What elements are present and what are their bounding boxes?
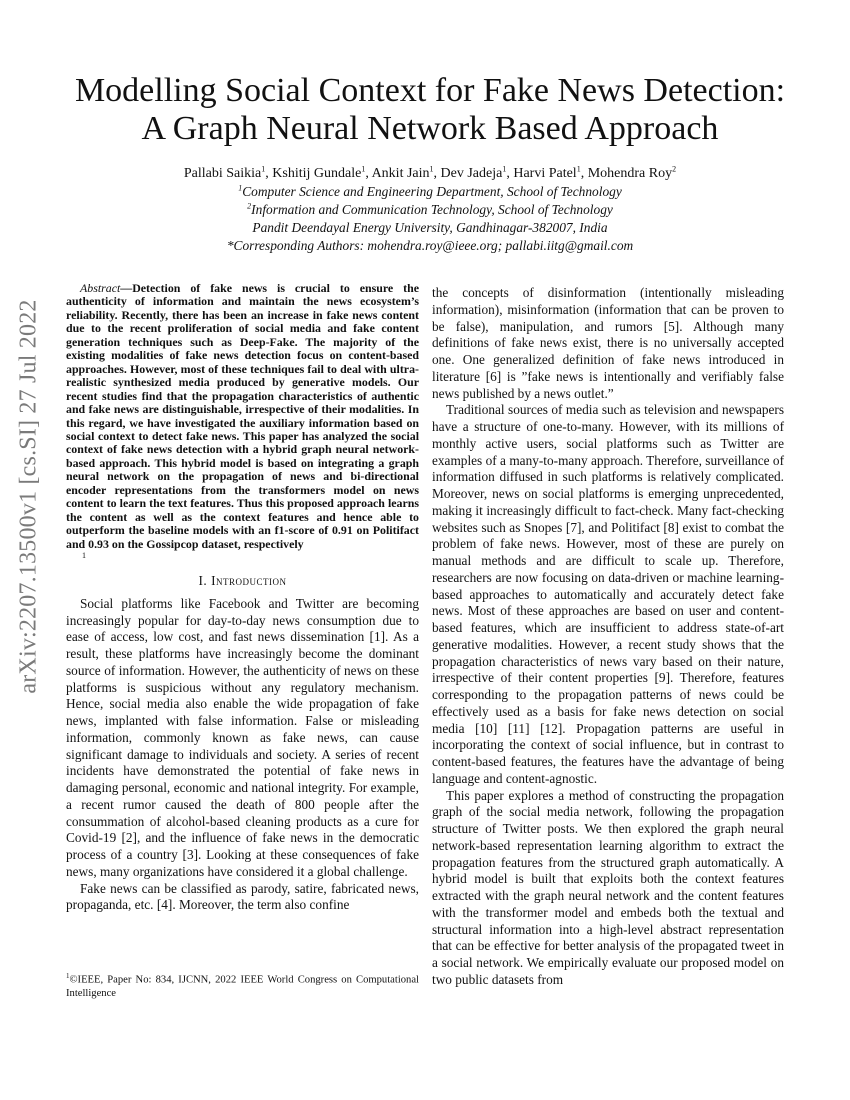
arxiv-stamp: [4, 298, 54, 694]
author: Mohendra Roy: [587, 166, 673, 181]
author-sup: 1: [361, 164, 366, 174]
paragraph: Traditional sources of media such as television and newspapers have a structure of one-to-many. However, with its millions of monthly active users, social platforms such as Twitter are examples of a many-to-many approach. Therefore, surveillance of information diffused in such platforms is relatively complicated. Moreover, news on social platforms is emerging unprecedented, making it increasingly difficult to fact-check. Many fact-checking websites such as Snopes [7], and Politifact [8] exist to combat the problem of fake news. However, most of these are purely on manual methods and are difficult to scale up. Therefore, researchers are now focusing on data-driven or machine learning-based approaches to automatically and accurately detect fake news. Most of these approaches are based on user and content-based features, which are insufficient to address state-of-art generative modalities. However, a recent study shows that the propagation characteristics of news vary based on their nature, irrespective of their content properties [9]. Therefore, features corresponding to the propagation patterns of news could be effectively used as a basis for fake news detection on social media [10] [11] [12]. Propagation patterns are useful in incorporating the context of social influence, but in contrast to content-based features, the features have the advantage of being language and content-agnostic.: [432, 402, 784, 786]
author-list: Pallabi Saikia$^1$, Kshitij Gundale$^1$, Ankit Jain$^1$, Dev Jadeja$^1$, Harvi Patel$^1$, Mohendra Roy$^2$: [183, 164, 677, 181]
author: Ankit Jain: [371, 166, 430, 181]
affiliation-sup: 1: [238, 183, 243, 193]
author-sup: 2: [672, 164, 677, 174]
affiliation-text: Computer Science and Engineering Department, School of Technology: [242, 184, 622, 199]
author: Harvi Patel: [513, 166, 577, 181]
affiliation-text: Information and Communication Technology, School of Technology: [251, 202, 613, 217]
footnote-mark: 1: [66, 972, 70, 980]
author: Pallabi Saikia: [183, 166, 262, 181]
corresponding-authors: *Corresponding Authors: mohendra.roy@ieee.org; pallabi.iitg@gmail.com: [226, 238, 634, 253]
abstract-label: Abstract: [80, 281, 121, 295]
author: Kshitij Gundale: [272, 166, 362, 181]
abstract-dash: —: [120, 281, 133, 295]
paper-title: [60, 72, 800, 148]
footnote-text: ©IEEE, Paper No: 834, IJCNN, 2022 IEEE World Congress on Computational Intelligence: [66, 974, 419, 999]
title-line-1: Modelling Social Context for Fake News Detection:: [74, 72, 786, 109]
university: Pandit Deendayal Energy University, Gandhinagar-382007, India: [252, 220, 608, 235]
abstract: [66, 282, 419, 551]
paragraph: This paper explores a method of constructing the propagation graph of the social media network, following the propagation structure of Twitter posts. We then explored the graph neural network-based representation learning algorithm to extract the propagation features from the structured graph automatically. A hybrid model is built that exploits both the context features extracted with the graph neural network and the content features with the transformer model and embeds both the textual and structural information into a high-level abstract representation that can be effective for better analysis of the propagated tweet in a social network. We empirically evaluate our proposed model on two public datasets from: [432, 787, 784, 987]
affiliation-1: [60, 183, 800, 201]
affiliation-2: [60, 201, 800, 219]
paragraph: Social platforms like Facebook and Twitter are becoming increasingly popular for day-to-day news consumption due to ease of access, low cost, and fast news dissemination [1]. As a result, these platforms have increasingly become the dominant source of information. However, the authenticity of news on these platforms is suspicious without any regulatory mechanism. Hence, social media also enable the wide propagation of fake news, implanted with false information. False or misleading information, commonly known as fake news, can cause significant damage to individuals and society. A series of recent incidents have demonstrated the potential of fake news in damaging personal, economic and national integrity. For example, a recent rumor caused the death of 800 people after the consummation of alcohol-based cleaning products as a cure for Covid-19 [2], and the influence of fake news in the democratic process of a country [3]. Looking at these consequences of fake news, many organizations have considered it a global challenge.: [66, 595, 419, 879]
left-column: [66, 282, 419, 914]
author: Dev Jadeja: [440, 166, 503, 181]
author-sup: 1: [261, 164, 266, 174]
footnote: [66, 970, 419, 1000]
section-title: Introduction: [211, 573, 287, 589]
paragraph: the concepts of disinformation (intentionally misleading information), misinformation (information that can be proven to be false), manipulation, and rumors [5]. Although many definitions of fake news exist, there is no universally accepted one. One generalized definition of fake news introduced in literature [6] is ”fake news is intentionally and verifiably false news published by a news outlet.”: [432, 285, 784, 401]
title-line-2: A Graph Neural Network Based Approach: [141, 110, 719, 147]
author-block: [60, 165, 800, 255]
affiliation-sup: 2: [247, 201, 252, 211]
abstract-footnote-mark: 1: [82, 551, 86, 561]
section-number: I.: [198, 573, 208, 589]
abstract-text: Detection of fake news is crucial to ensure the authenticity of information and maintain the news ecosystem’s reliability. Recently, there has been an increase in fake news content due to the recent proliferation of social media and fake content generation techniques such as Deep-Fake. The majority of the existing modalities of fake news detection focus on content-based approaches. However, most of these techniques fail to deal with ultra-realistic synthesized media produced by generative models. Our recent studies find that the propagation characteristics of authentic and fake news are distinguishable, irrespective of their modalities. In this regard, we have investigated the auxiliary information based on social context to detect fake news. This paper has analyzed the social context of fake news detection with a hybrid graph neural network-based approach. This hybrid model is based on integrating a graph neural network on the propagation of news and bi-directional encoder representations from the transformers model on news content to learn the text features. Thus this proposed approach learns the content as well as the context features and hence able to outperform the baseline models with an f1-score of 0.91 on Politifact and 0.93 on the Gossipcop dataset, respectively: [66, 281, 419, 551]
right-column: [432, 285, 784, 989]
arxiv-id: arXiv:2207.13500v1 [cs.SI] 27 Jul 2022: [15, 298, 42, 694]
author-sup: 1: [576, 164, 581, 174]
paragraph: Fake news can be classified as parody, satire, fabricated news, propaganda, etc. [4]. Moreover, the term also confine: [66, 880, 419, 913]
author-sup: 1: [429, 164, 434, 174]
section-heading: [66, 573, 419, 590]
author-sup: 1: [502, 164, 507, 174]
